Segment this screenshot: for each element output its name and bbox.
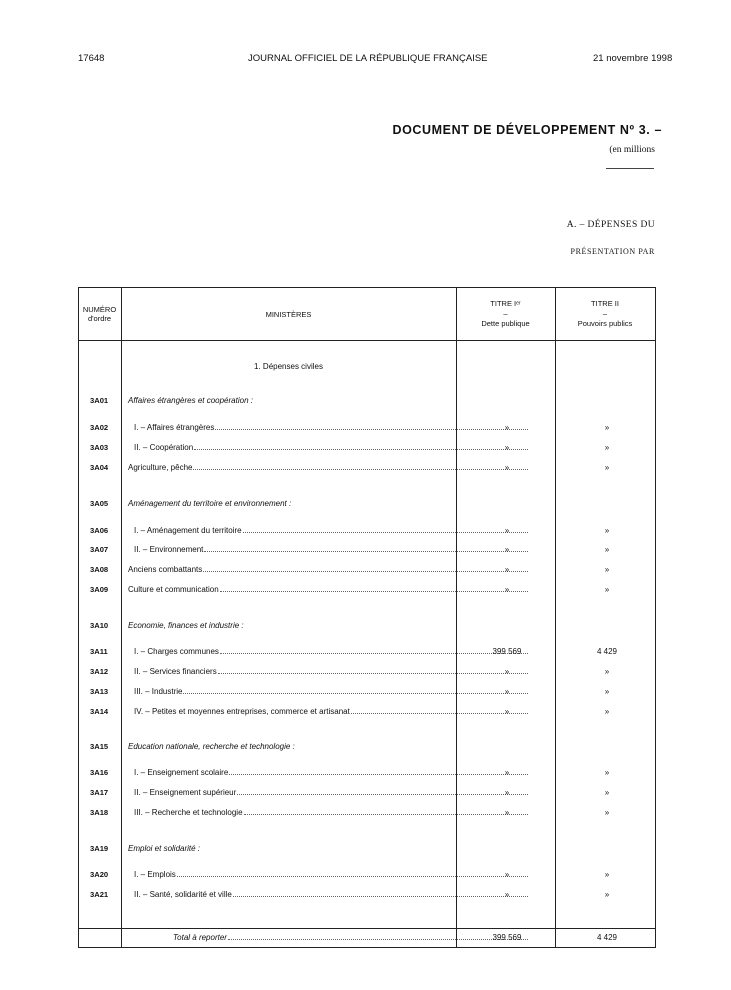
row-label-text: IV. – Petites et moyennes entreprises, commerce et artisanat: [134, 707, 350, 716]
document-title: DOCUMENT DE DÉVELOPPEMENT Nº 3. –: [392, 123, 662, 137]
row-titre2-value: »: [604, 870, 610, 879]
unit-note: (en millions: [609, 145, 655, 155]
table-row: [78, 705, 656, 719]
header-titre2-dash: –: [602, 309, 608, 318]
table-row: [78, 786, 656, 800]
table-row: [78, 665, 656, 679]
table-row: [78, 888, 656, 902]
row-code: 3A04: [90, 463, 109, 472]
total-label-text: Total à reporter: [173, 933, 227, 942]
table-row: [78, 766, 656, 780]
row-titre1-value: »: [504, 545, 510, 554]
row-titre2-value: 4 429: [596, 647, 618, 656]
row-code: 3A19: [90, 844, 109, 853]
row-code: 3A07: [90, 545, 109, 554]
row-titre2-value: »: [604, 788, 610, 797]
section-depenses-civiles-label: 1. Dépenses civiles: [254, 362, 323, 371]
row-titre2-value: »: [604, 890, 610, 899]
section-depenses-civiles: [121, 362, 456, 371]
row-titre1-value: »: [504, 890, 510, 899]
unit-rule: [606, 168, 654, 169]
row-label-text: II. – Santé, solidarité et ville: [134, 890, 232, 899]
row-label-text: II. – Environnement: [134, 545, 204, 554]
row-label-text: III. – Recherche et technologie: [134, 808, 243, 817]
row-code: 3A15: [90, 742, 109, 751]
row-code: 3A10: [90, 621, 109, 630]
row-label-text: Economie, finances et industrie :: [128, 621, 244, 630]
row-titre2-value: »: [604, 463, 610, 472]
table-row: [78, 583, 656, 597]
total-row: [78, 931, 656, 945]
row-code: 3A06: [90, 526, 109, 535]
row-label-text: I. – Affaires étrangères: [134, 423, 215, 432]
row-label-text: II. – Enseignement supérieur: [134, 788, 237, 797]
table-top-rule: [78, 287, 656, 288]
row-label-text: Anciens combattants: [128, 565, 203, 574]
row-label-text: I. – Aménagement du territoire: [134, 526, 242, 535]
header-titre1-dash: –: [503, 309, 508, 318]
presentation-title: PRÉSENTATION PAR: [570, 247, 655, 256]
row-code: 3A16: [90, 768, 109, 777]
row-titre1-value: »: [504, 768, 510, 777]
row-titre1-value: »: [504, 870, 510, 879]
table-bottom-rule: [78, 947, 656, 948]
section-title: A. – DÉPENSES DU: [566, 220, 655, 230]
row-label-text: Culture et communication: [128, 585, 219, 594]
table-row: [78, 524, 656, 538]
header-ordre-label: d'ordre: [87, 314, 112, 323]
table-row: [78, 685, 656, 699]
row-code: 3A01: [90, 396, 109, 405]
table-total-rule: [78, 928, 656, 929]
row-label-text: I. – Enseignement scolaire: [134, 768, 229, 777]
row-titre2-value: »: [604, 687, 610, 696]
row-label-text: III. – Industrie: [134, 687, 183, 696]
row-code: 3A12: [90, 667, 109, 676]
row-titre2-value: »: [604, 545, 610, 554]
row-titre1-value: »: [504, 463, 510, 472]
row-code: 3A13: [90, 687, 109, 696]
row-code: 3A21: [90, 890, 109, 899]
table-row: [78, 394, 656, 408]
row-titre1-value: »: [504, 526, 510, 535]
table-row: [78, 497, 656, 511]
row-titre1-value: »: [504, 565, 510, 574]
table-row: [78, 619, 656, 633]
row-code: 3A09: [90, 585, 109, 594]
row-code: 3A20: [90, 870, 109, 879]
row-titre1-value: »: [504, 808, 510, 817]
total-titre2: 4 429: [596, 933, 618, 942]
row-titre2-value: »: [604, 423, 610, 432]
header-titre1-label: TITRE Iᵉʳ: [490, 299, 521, 308]
table-row: [78, 421, 656, 435]
row-titre2-value: »: [604, 443, 610, 452]
row-code: 3A02: [90, 423, 109, 432]
row-label: [128, 742, 528, 751]
row-titre1-value: 399 569: [492, 647, 522, 656]
row-label-text: Aménagement du territoire et environnement :: [128, 499, 292, 508]
table-row: [78, 461, 656, 475]
row-titre2-value: »: [604, 526, 610, 535]
row-label-text: Agriculture, pêche: [128, 463, 193, 472]
table-row: [78, 563, 656, 577]
row-label-text: Education nationale, recherche et technologie :: [128, 742, 295, 751]
row-code: 3A17: [90, 788, 109, 797]
header-titre2-label: TITRE II: [591, 299, 619, 308]
row-label-text: I. – Emplois: [134, 870, 176, 879]
row-code: 3A08: [90, 565, 109, 574]
header-numero-label: NUMÉRO: [82, 305, 117, 314]
row-titre1-value: »: [504, 667, 510, 676]
header-titre1: [456, 299, 555, 329]
row-titre2-value: »: [604, 707, 610, 716]
table-row: [78, 441, 656, 455]
table-row: [78, 740, 656, 754]
row-titre1-value: »: [504, 687, 510, 696]
table-row: [78, 842, 656, 856]
row-titre2-value: »: [604, 667, 610, 676]
journal-title: JOURNAL OFFICIEL DE LA RÉPUBLIQUE FRANÇAISE: [248, 53, 488, 64]
row-label-text: I. – Charges communes: [134, 647, 219, 656]
row-code: 3A05: [90, 499, 109, 508]
row-label: [128, 844, 528, 853]
publication-date: 21 novembre 1998: [593, 53, 673, 64]
row-titre1-value: »: [504, 707, 510, 716]
row-code: 3A11: [90, 647, 108, 656]
row-titre2-value: »: [604, 808, 610, 817]
row-label: [128, 499, 528, 508]
row-titre1-value: »: [504, 423, 510, 432]
table-row: [78, 543, 656, 557]
row-titre1-value: »: [504, 788, 510, 797]
table-row: [78, 645, 656, 659]
header-ministeres: MINISTÈRES: [265, 310, 312, 319]
row-label-text: II. – Services financiers: [134, 667, 217, 676]
header-titre2-sub: Pouvoirs publics: [577, 319, 633, 328]
row-code: 3A03: [90, 443, 109, 452]
page-number: 17648: [78, 53, 105, 64]
row-titre2-value: »: [604, 565, 610, 574]
table-row: [78, 806, 656, 820]
row-titre1-value: »: [504, 443, 510, 452]
row-titre1-value: »: [504, 585, 510, 594]
header-numero: [78, 305, 121, 323]
row-label: [128, 396, 528, 405]
header-titre2: [555, 299, 655, 329]
row-code: 3A18: [90, 808, 109, 817]
table-header-rule: [78, 340, 656, 341]
row-titre2-value: »: [604, 585, 610, 594]
header-titre1-sub: Dette publique: [481, 319, 530, 328]
total-titre1: 399 569: [492, 933, 522, 942]
row-titre2-value: »: [604, 768, 610, 777]
row-code: 3A14: [90, 707, 109, 716]
row-label: [128, 621, 528, 630]
row-label-text: Emploi et solidarité :: [128, 844, 201, 853]
row-label-text: Affaires étrangères et coopération :: [128, 396, 253, 405]
table-row: [78, 868, 656, 882]
row-label-text: II. – Coopération: [134, 443, 194, 452]
